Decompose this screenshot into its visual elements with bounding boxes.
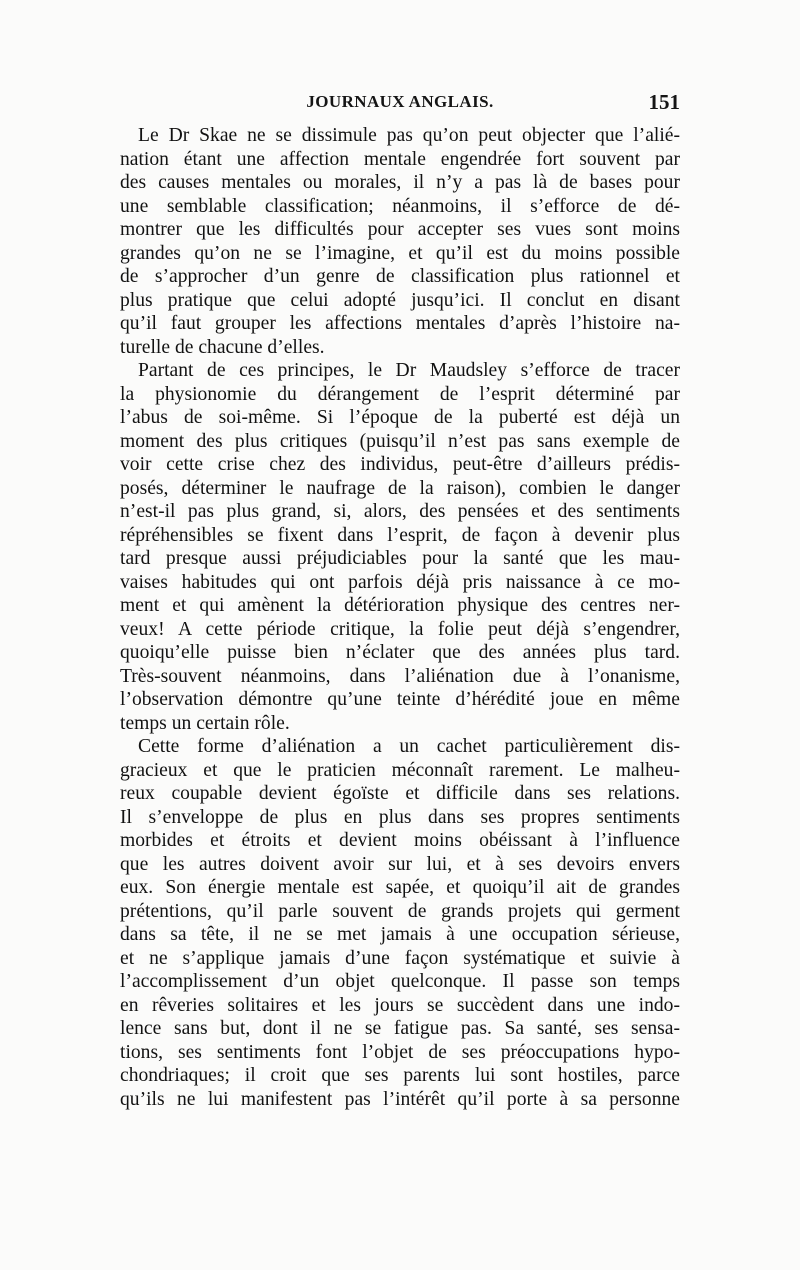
text-line: lence sans but, dont il ne se fatigue pas. Sa santé, ses sensa- xyxy=(120,1018,680,1039)
text-line: chondriaques; il croit que ses parents lui sont hostiles, parce xyxy=(120,1065,680,1086)
text-line: qu’il faut grouper les affections mentales d’après l’histoire na- xyxy=(120,313,680,334)
text-line: veux! A cette période critique, la folie peut déjà s’engendrer, xyxy=(120,618,680,640)
text-line: n’est-il pas plus grand, si, alors, des pensées et des sentiments xyxy=(120,501,680,522)
text-line: tard presque aussi préjudiciables pour la santé que les mau- xyxy=(120,548,680,569)
text-line: l’accomplissement d’un objet quelconque. Il passe son temps xyxy=(120,971,680,992)
text-line: l’observation démontre qu’une teinte d’hérédité joue en même xyxy=(120,689,680,710)
text-line: la physionomie du dérangement de l’esprit déterminé par xyxy=(120,383,680,405)
text-line: l’abus de soi-même. Si l’époque de la puberté est déjà un xyxy=(120,407,680,428)
text-line: tions, ses sentiments font l’objet de ses préoccupations hypo- xyxy=(120,1041,680,1063)
text-line: et ne s’applique jamais d’une façon systématique et suivie à xyxy=(120,947,680,969)
text-line: qu’ils ne lui manifestent pas l’intérêt qu’il porte à sa personne xyxy=(120,1088,680,1110)
text-line: morbides et étroits et devient moins obéissant à l’influence xyxy=(120,830,680,851)
text-line: Le Dr Skae ne se dissimule pas qu’on peut objecter que l’alié- xyxy=(138,125,680,146)
text-line: quoiqu’elle puisse bien n’éclater que des années plus tard. xyxy=(120,642,680,663)
text-line: dans sa tête, il ne se met jamais à une occupation sérieuse, xyxy=(120,924,680,945)
text-line: posés, déterminer le naufrage de la raison), combien le danger xyxy=(120,477,680,499)
text-line: eux. Son énergie mentale est sapée, et quoiqu’il ait de grandes xyxy=(120,877,680,898)
text-line: une semblable classification; néanmoins, il s’efforce de dé- xyxy=(120,195,680,217)
text-line: temps un certain rôle. xyxy=(120,712,290,734)
text-line: reux coupable devient égoïste et difficile dans ses relations. xyxy=(120,783,680,804)
text-line: gracieux et que le praticien méconnaît rarement. Le malheu- xyxy=(120,759,680,781)
paragraph-2 xyxy=(120,359,680,735)
text-line: Cette forme d’aliénation a un cachet particulièrement dis- xyxy=(138,736,680,757)
text-line: des causes mentales ou morales, il n’y a pas là de bases pour xyxy=(120,172,680,193)
paragraph-1 xyxy=(120,124,680,359)
page-number: 151 xyxy=(648,90,680,114)
text-line: Partant de ces principes, le Dr Maudsley s’efforce de tracer xyxy=(138,360,680,381)
text-line: voir cette crise chez des individus, peut-être d’ailleurs prédis- xyxy=(120,454,680,475)
running-title: JOURNAUX ANGLAIS. xyxy=(306,92,494,111)
text-line: Il s’enveloppe de plus en plus dans ses propres sentiments xyxy=(120,806,680,828)
paragraph-3 xyxy=(120,735,680,1111)
body-text xyxy=(120,124,680,1111)
text-line: moment des plus critiques (puisqu’il n’est pas sans exemple de xyxy=(120,430,680,452)
text-line: nation étant une affection mentale engendrée fort souvent par xyxy=(120,148,680,170)
text-line: montrer que les difficultés pour accepter ses vues sont moins xyxy=(120,219,680,240)
text-line: vaises habitudes qui ont parfois déjà pris naissance à ce mo- xyxy=(120,571,680,593)
text-line: Très-souvent néanmoins, dans l’aliénation due à l’onanisme, xyxy=(120,665,680,687)
text-line: grandes qu’on ne se l’imagine, et qu’il est du moins possible xyxy=(120,242,680,264)
text-line: de s’approcher d’un genre de classification plus rationnel et xyxy=(120,266,680,287)
text-line: ment et qui amènent la détérioration physique des centres ner- xyxy=(120,595,680,616)
text-line: répréhensibles se fixent dans l’esprit, de façon à devenir plus xyxy=(120,524,680,546)
text-line: prétentions, qu’il parle souvent de grands projets qui germent xyxy=(120,900,680,922)
text-line: plus pratique que celui adopté jusqu’ici. Il conclut en disant xyxy=(120,289,680,311)
text-line: en rêveries solitaires et les jours se succèdent dans une indo- xyxy=(120,994,680,1016)
text-line: que les autres doivent avoir sur lui, et à ses devoirs envers xyxy=(120,853,680,875)
text-line: turelle de chacune d’elles. xyxy=(120,336,325,358)
page-header xyxy=(120,92,680,116)
